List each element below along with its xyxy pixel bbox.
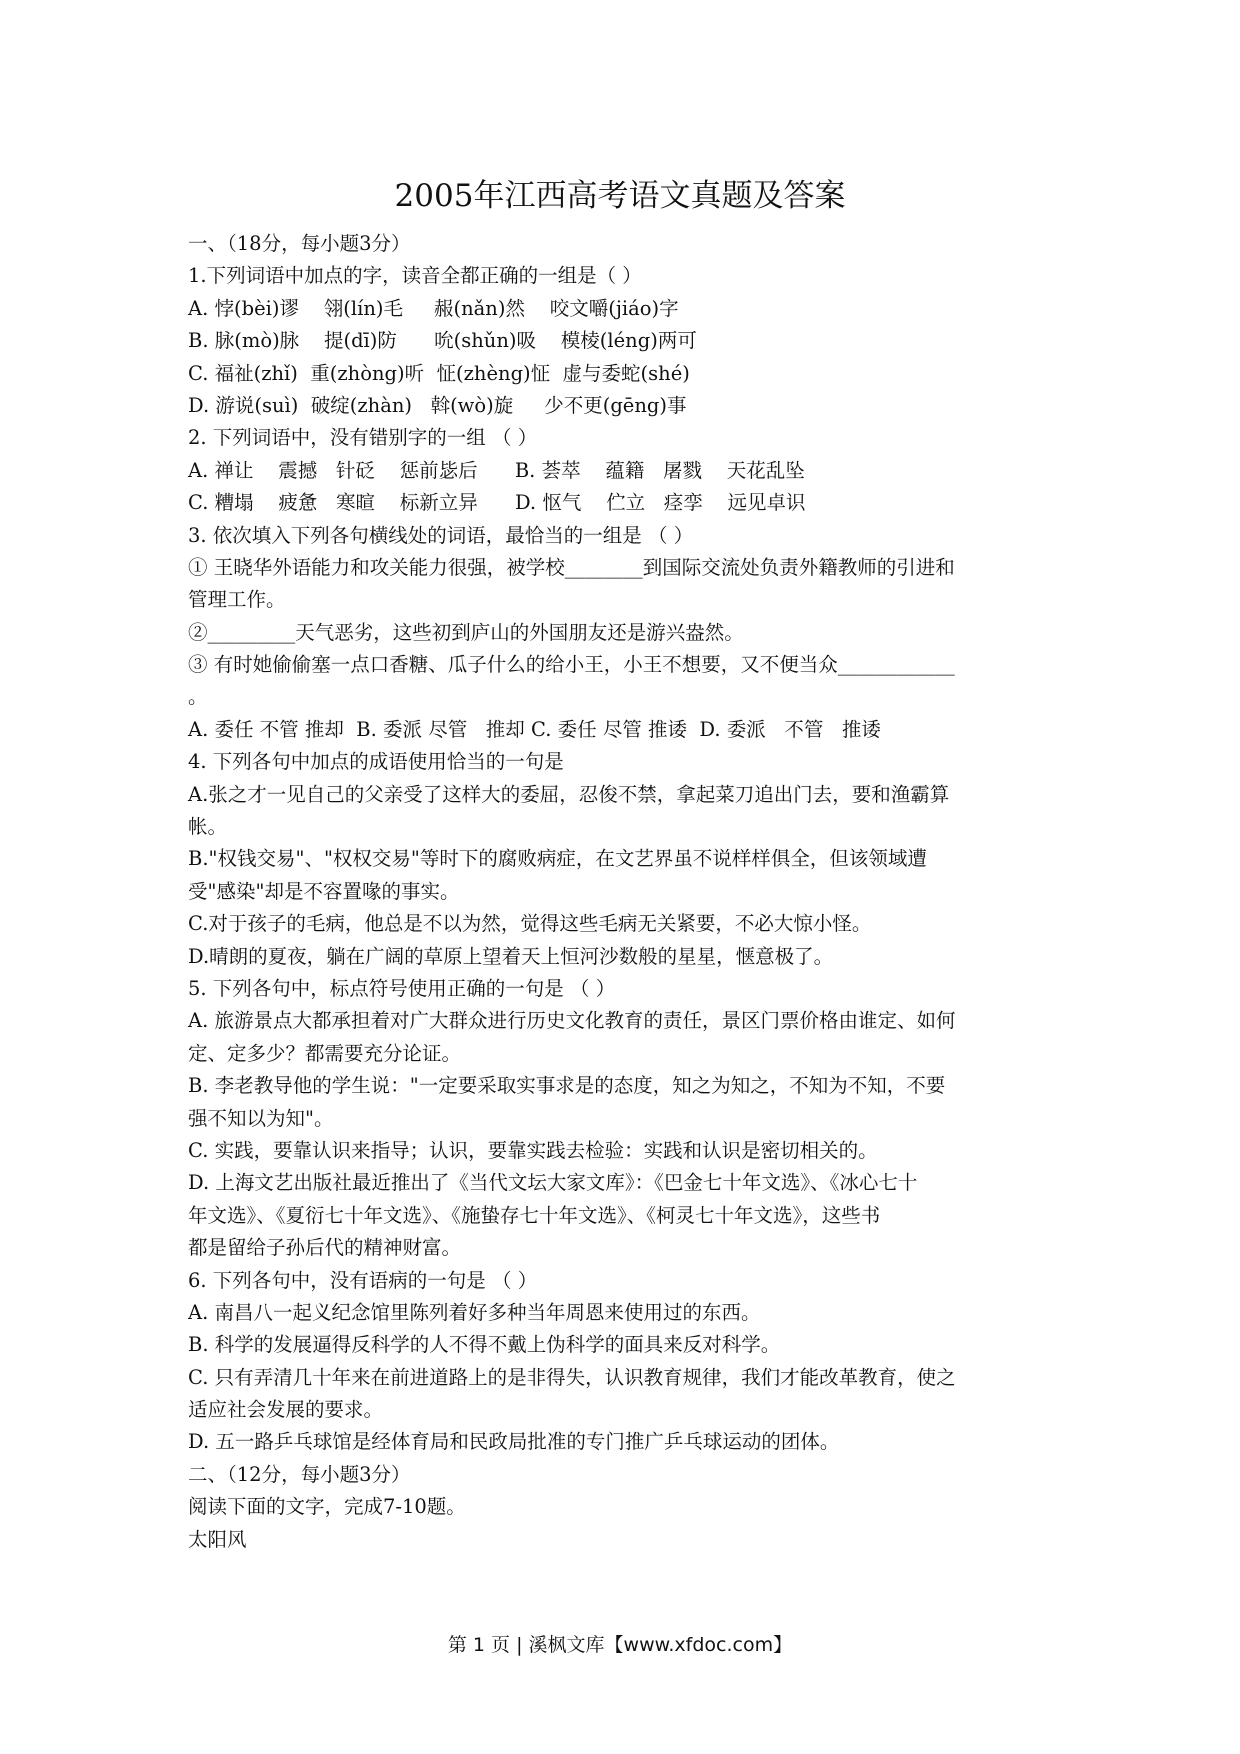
text-line: ②_________天气恶劣，这些初到庐山的外国朋友还是游兴盎然。	[188, 620, 744, 644]
text-line: 。	[188, 685, 208, 709]
text-line: 2. 下列词语中，没有错别字的一组 （ ）	[188, 426, 538, 450]
text-line: A.张之才一见自己的父亲受了这样大的委屈，忍俊不禁，拿起菜刀追出门去，要和渔霸算	[188, 782, 950, 806]
text-line: 年文选》、《夏衍七十年文选》、《施蛰存七十年文选》、《柯灵七十年文选》，这些书	[188, 1203, 881, 1227]
text-line: 受"感染"却是不容置喙的事实。	[188, 879, 460, 903]
text-line: 5. 下列各句中，标点符号使用正确的一句是 （ ）	[188, 976, 616, 1000]
text-line: 6. 下列各句中，没有语病的一句是 （ ）	[188, 1268, 538, 1292]
document-title: 2005年江西高考语文真题及答案	[394, 178, 846, 214]
text-line: A. 南昌八一起义纪念馆里陈列着好多种当年周恩来使用过的东西。	[188, 1300, 761, 1324]
text-line: ③ 有时她偷偷塞一点口香糖、瓜子什么的给小王，小王不想要，又不便当众____________	[188, 653, 955, 677]
text-line: B. 脉(mò)脉 提(dī)防 吮(shǔn)吸 模棱(léng)两可	[188, 329, 697, 353]
text-line: 太阳风	[188, 1527, 247, 1551]
text-line: C. 糟塌 疲惫 寒暄 标新立异 D. 怄气 伫立 痉孪 远见卓识	[188, 491, 806, 515]
text-line: 一、（18分，每小题3分）	[188, 232, 411, 255]
text-line: B. 科学的发展逼得反科学的人不得不戴上伪科学的面具来反对科学。	[188, 1333, 781, 1357]
text-line: 4. 下列各句中加点的成语使用恰当的一句是	[188, 750, 564, 774]
text-line: 定、定多少？都需要充分论证。	[188, 1041, 462, 1065]
text-line: 强不知以为知"。	[188, 1106, 334, 1130]
text-line: A. 禅让 震撼 针砭 惩前毖后 B. 荟萃 蕴籍 屠戮 天花乱坠	[188, 458, 805, 482]
text-line: 1.下列词语中加点的字，读音全都正确的一组是（ ）	[188, 264, 642, 288]
text-line: 帐。	[188, 815, 228, 839]
text-line: C.对于孩子的毛病，他总是不以为然，觉得这些毛病无关紧要，不必大惊小怪。	[188, 912, 872, 936]
text-line: A. 悖(bèi)谬 翎(lín)毛 赧(nǎn)然 咬文嚼(jiáo)字	[188, 296, 679, 320]
text-line: ① 王晓华外语能力和攻关能力很强，被学校________到国际交流处负责外籍教师的引进和	[188, 555, 955, 579]
text-line: D. 上海文艺出版社最近推出了《当代文坛大家文库》：《巴金七十年文选》、《冰心七十	[188, 1171, 918, 1195]
text-line: B."权钱交易"、"权权交易"等时下的腐败病症，在文艺界虽不说样样俱全，但该领域遭	[188, 847, 927, 871]
text-line: A. 委任 不管 推却 B. 委派 尽管 推却 C. 委任 尽管 推诿 D. 委派 不管 推诿	[188, 717, 881, 741]
text-line: 适应社会发展的要求。	[188, 1398, 384, 1422]
text-line: C. 实践，要靠认识来指导；认识，要靠实践去检验：实践和认识是密切相关的。	[188, 1138, 878, 1162]
page-footer: 第 1 页 | 溪枫文库【www.xfdoc.com】	[447, 1634, 793, 1656]
text-line: D.晴朗的夏夜，躺在广阔的草原上望着天上恒河沙数般的星星，惬意极了。	[188, 944, 834, 968]
text-line: 3. 依次填入下列各句横线处的词语，最恰当的一组是 （ ）	[188, 523, 694, 547]
document-body	[188, 228, 1050, 1556]
text-line: 二、（12分，每小题3分）	[188, 1462, 411, 1486]
text-line: C. 福祉(zhǐ) 重(zhòng)听 怔(zhèng)怔 虚与委蛇(shé)	[188, 361, 690, 385]
text-line: D. 五一路乒乓球馆是经体育局和民政局批准的专门推广乒乓球运动的团体。	[188, 1430, 840, 1454]
text-line: 都是留给子孙后代的精神财富。	[188, 1236, 462, 1260]
text-line: 阅读下面的文字，完成7-10题。	[188, 1495, 466, 1519]
text-line: A. 旅游景点大都承担着对广大群众进行历史文化教育的责任，景区门票价格由谁定、如何	[188, 1009, 956, 1033]
text-line: B. 李老教导他的学生说："一定要采取实事求是的态度，知之为知之，不知为不知，不要	[188, 1074, 946, 1098]
text-line: 管理工作。	[188, 588, 286, 612]
text-line: C. 只有弄清几十年来在前进道路上的是非得失，认识教育规律，我们才能改革教育，使之	[188, 1365, 956, 1389]
text-line: D. 游说(suì) 破绽(zhàn) 斡(wò)旋 少不更(gēng)事	[188, 393, 687, 417]
